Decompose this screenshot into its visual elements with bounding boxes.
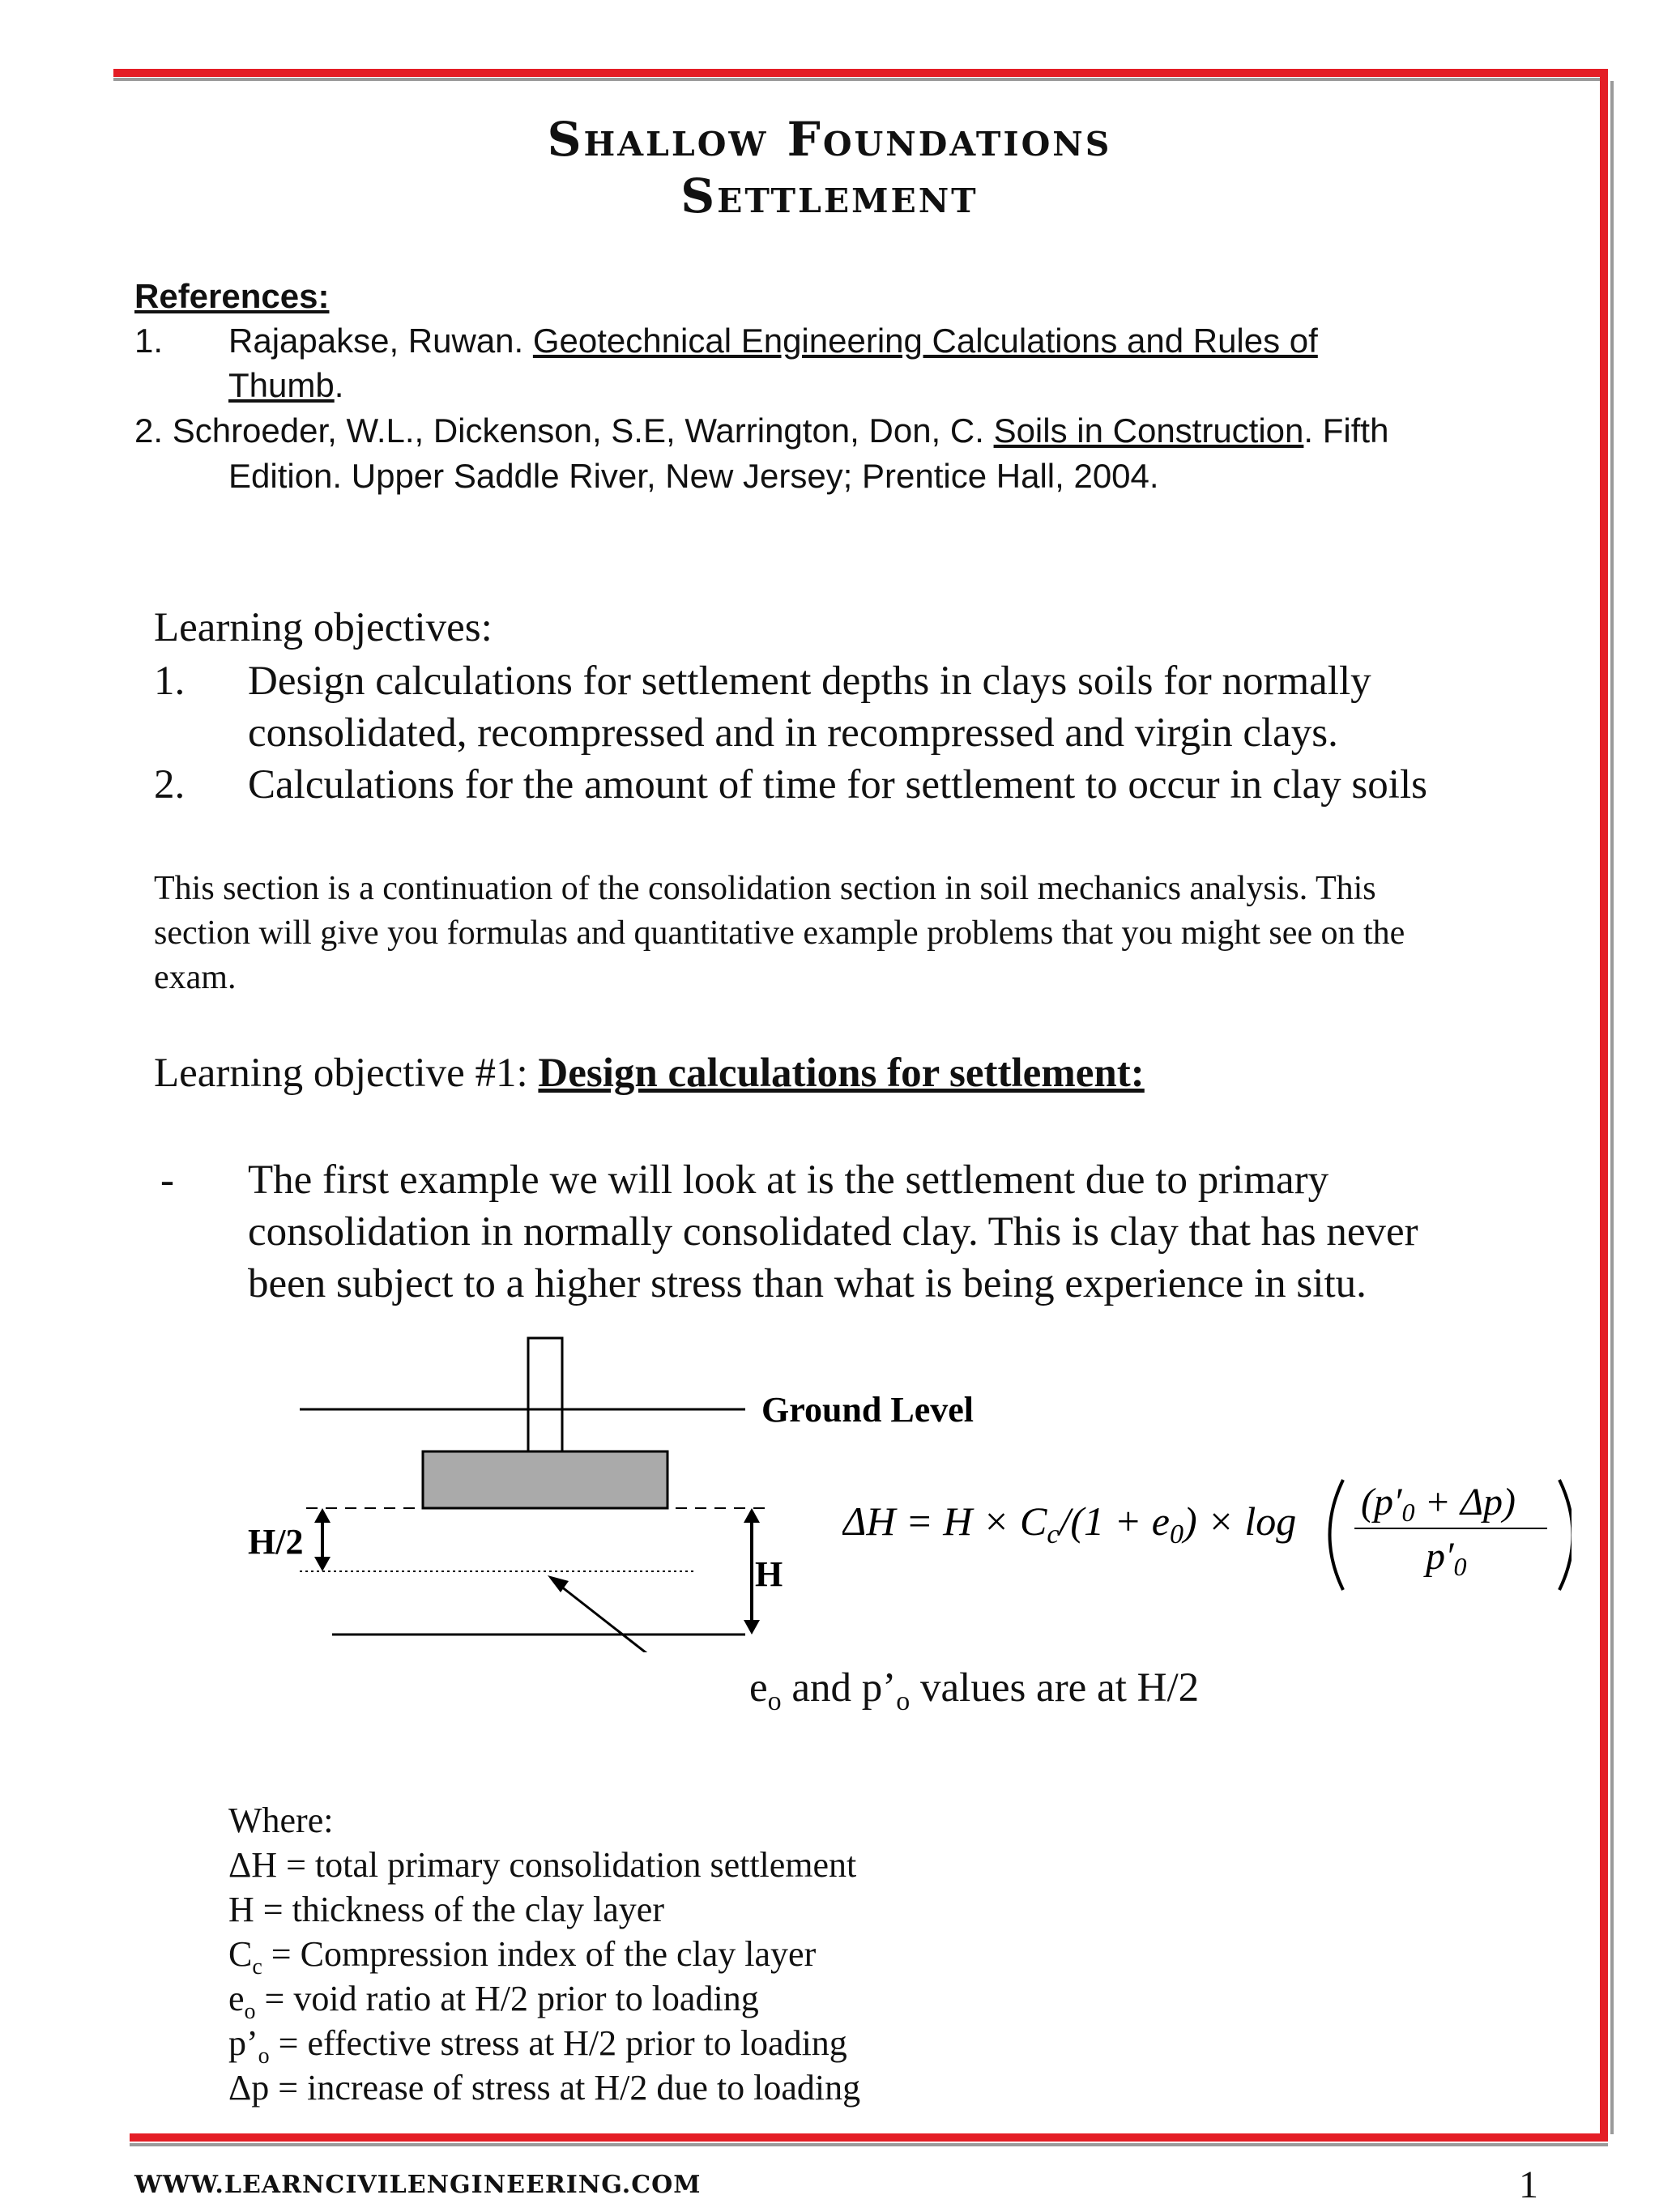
first-example-line1: The first example we will look at is the settlement due to primary — [248, 1157, 1329, 1203]
reference-1-line1 — [228, 320, 1318, 362]
where-heading: Where: — [228, 1801, 334, 1840]
where-po-text: = effective stress at H/2 prior to loading — [269, 2023, 847, 2063]
where-eo-symbol: e — [228, 1979, 245, 2018]
half-arrow-down-head — [314, 1557, 331, 1571]
where-delta-h: ΔH = total primary consolidation settlement — [228, 1845, 857, 1885]
intro-line1: This section is a continuation of the consolidation section in soil mechanics analysis. This — [154, 870, 1376, 907]
where-eo-subscript: o — [244, 1998, 256, 2024]
footer-website: WWW.LEARNCIVILENGINEERING.COM — [134, 2171, 702, 2199]
page-number: 1 — [1519, 2163, 1538, 2206]
page-title-line2: Settlement — [680, 168, 979, 224]
reference-1-period: . — [334, 366, 344, 404]
reference-2-line2: Edition. Upper Saddle River, New Jersey; Prentice Hall, 2004. — [228, 457, 1159, 495]
footing — [423, 1451, 667, 1508]
formula-log-text: ) × log — [1183, 1498, 1297, 1544]
where-delta-p: Δp = increase of stress at H/2 due to loading — [228, 2068, 861, 2108]
note-values-at: values are at H/2 — [910, 1665, 1200, 1711]
column-stem — [528, 1338, 562, 1451]
thickness-label: H — [755, 1554, 783, 1594]
objective-1-title: Design calculations for settlement: — [538, 1051, 1145, 1096]
bottom-border-red — [130, 2133, 1608, 2142]
formula-numerator-tail: + Δp) — [1414, 1481, 1516, 1524]
objective-1-prefix: Learning objective #1: — [154, 1051, 539, 1096]
formula-lhs — [842, 1498, 1296, 1549]
half-arrow-up-head — [314, 1508, 331, 1523]
right-big-paren — [1559, 1480, 1572, 1590]
top-border-shadow — [113, 78, 1608, 81]
page-title-line1: Shallow Foundations — [547, 112, 1112, 167]
reference-2-authors: 2. Schroeder, W.L., Dickenson, S.E, Warrington, Don, C. — [134, 411, 994, 450]
objective-1-line2: consolidated, recompressed and in recompressed and virgin clays. — [248, 710, 1338, 756]
reference-2-edition: . Fifth — [1303, 411, 1389, 450]
bottom-border-shadow — [130, 2143, 1608, 2146]
formula-cc-subscript: c — [1047, 1519, 1060, 1549]
reference-1-number: 1. — [134, 322, 164, 360]
intro-line2: section will give you formulas and quantitative example problems that you might see on the — [154, 914, 1405, 952]
top-border-red — [113, 69, 1608, 77]
ground-level-label: Ground Level — [761, 1390, 975, 1430]
references-heading: References: — [134, 277, 330, 315]
formula-e-subscript: 0 — [1169, 1519, 1183, 1549]
learning-objectives-heading: Learning objectives: — [154, 605, 493, 650]
where-cc-symbol: C — [228, 1934, 253, 1974]
formula-denominator-text: /(1 + e — [1059, 1498, 1170, 1544]
where-eo-text: = void ratio at H/2 prior to loading — [255, 1979, 759, 2018]
thickness-arrow-down-head — [744, 1620, 760, 1634]
where-po-subscript: o — [258, 2043, 270, 2069]
note-p-subscript: o — [896, 1686, 911, 1717]
right-border-red — [1600, 69, 1608, 2134]
midpoint-note — [749, 1664, 1199, 1717]
pointer-arrow — [557, 1583, 713, 1652]
objective-1-line1: Design calculations for settlement depths in clays soils for normally — [248, 658, 1371, 704]
formula-numerator-subscript: 0 — [1401, 1498, 1415, 1527]
note-e-subscript: o — [767, 1686, 782, 1717]
reference-2-line1 — [134, 410, 1388, 452]
bullet-dash: - — [160, 1157, 174, 1203]
objective-1-section-heading — [154, 1047, 1145, 1099]
thickness-arrow-up-head — [744, 1508, 760, 1523]
reference-1-line2 — [228, 364, 343, 407]
where-cc-subscript: c — [252, 1954, 262, 1980]
note-and-p: and p’ — [781, 1665, 897, 1711]
where-po-symbol: p’ — [228, 2023, 258, 2063]
first-example-line2: consolidation in normally consolidated clay. This is clay that has never — [248, 1209, 1418, 1255]
formula-numerator-text: (p′ — [1361, 1481, 1402, 1524]
settlement-formula — [842, 1462, 1572, 1608]
formula-lhs-text: ΔH = H × C — [842, 1498, 1047, 1544]
half-thickness-label: H/2 — [248, 1522, 304, 1562]
objective-2-number: 2. — [154, 762, 186, 808]
right-border-shadow — [1610, 81, 1614, 2134]
left-big-paren — [1330, 1480, 1344, 1590]
objective-2-line1: Calculations for the amount of time for settlement to occur in clay soils — [248, 762, 1427, 808]
reference-2-title: Soils in Construction — [993, 411, 1304, 450]
objective-1-number: 1. — [154, 658, 186, 704]
reference-1-title: Geotechnical Engineering Calculations and Rules of — [532, 322, 1318, 360]
formula-numerator — [1361, 1481, 1516, 1527]
formula-denominator — [1423, 1535, 1467, 1581]
intro-line3: exam. — [154, 959, 237, 996]
reference-1-author: Rajapakse, Ruwan. — [228, 322, 533, 360]
first-example-line3: been subject to a higher stress than what is being experience in situ. — [248, 1261, 1367, 1306]
note-e: e — [749, 1665, 768, 1711]
formula-denominator-subscript: 0 — [1453, 1552, 1467, 1581]
formula-denominator-main: p′ — [1426, 1535, 1454, 1578]
where-cc-text: = Compression index of the clay layer — [262, 1934, 817, 1974]
where-h: H = thickness of the clay layer — [228, 1890, 664, 1929]
reference-1-title-end: Thumb — [228, 366, 335, 404]
